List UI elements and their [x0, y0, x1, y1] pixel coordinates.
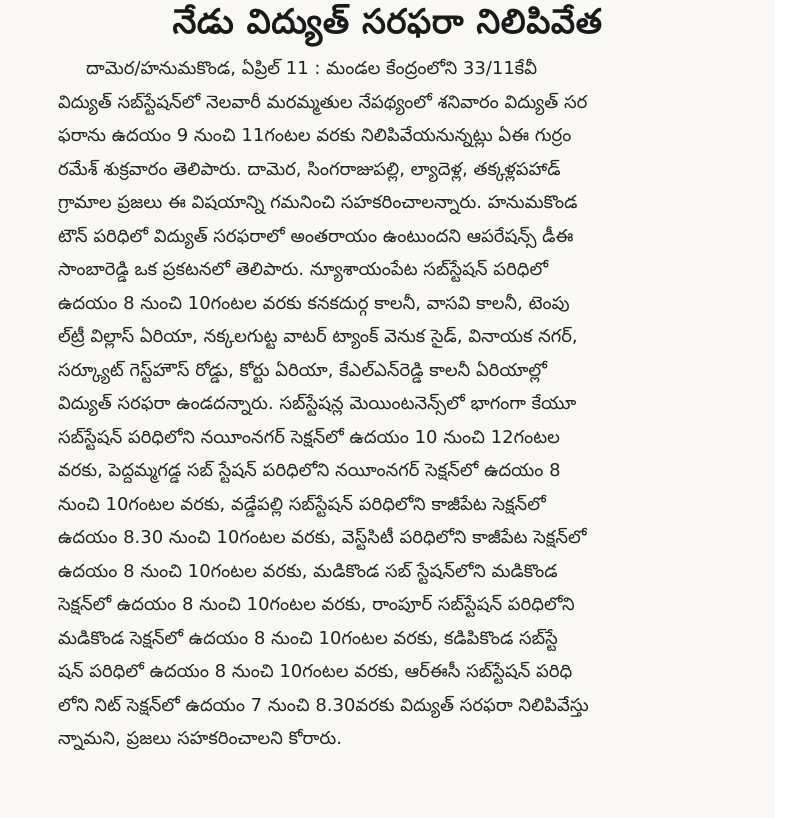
article-line: టౌన్‌ పరిధిలో విద్యుత్‌ సరఫరాలో అంతరాయం ఉంటుందని ఆపరేషన్స్‌ డీఈ: [58, 225, 574, 247]
article-line: వరకు, పెద్దమ్మగడ్డ సబ్‌ స్టేషన్‌ పరిధిలోని నయీంనగర్‌ సెక్షన్‌లో ఉదయం 8: [58, 460, 561, 481]
article-line: లోని నిట్‌ సెక్షన్‌లో ఉదయం 7 నుంచి 8.30వరకు విద్యుత్‌ సరఫరా నిలిపివేస్తు: [58, 694, 589, 716]
article-line: షన్‌ పరిధిలో ఉదయం 8 నుంచి 10గంటల వరకు, ఆర్‌ఈసీ సబ్‌స్టేషన్‌ పరిధి: [58, 661, 573, 682]
article-line: మడికొండ సెక్షన్‌లో ఉదయం 8 నుంచి 10గంటల వరకు, కడిపికొండ సబ్‌స్టే: [58, 627, 558, 649]
article-line: సెక్షన్‌లో ఉదయం 8 నుంచి 10గంటల వరకు, రాంపూర్‌ సబ్‌స్టేషన్‌ పరిధిలోని: [58, 594, 575, 615]
article-line: విద్యుత్‌ సరఫరా ఉండదన్నారు. సబ్‌స్టేషన్ల మెయింటనెన్స్‌లో భాగంగా కేయూ: [58, 393, 577, 414]
article-line: గ్రామాల ప్రజలు ఈ విషయాన్ని గమనించి సహకరించాలన్నారు. హనుమకొండ: [58, 192, 578, 213]
article-line: ఉదయం 8 నుంచి 10గంటల వరకు, మడికొండ సబ్‌ స్టేషన్‌లోని మడికొండ: [58, 560, 558, 582]
article-line: ఉదయం 8.30 నుంచి 10గంటల వరకు, వెస్ట్‌సిటీ పరిధిలోని కాజీపేట సెక్షన్‌లో: [58, 527, 587, 548]
article-line: నుంచి 10గంటల వరకు, వడ్డేపల్లి సబ్‌స్టేషన్‌ పరిధిలోని కాజీపేట సెక్షన్‌లో: [58, 493, 546, 515]
article-line: ఉదయం 8 నుంచి 10గంటల వరకు కనకదుర్గ కాలనీ, వాసవి కాలనీ, టెంపు: [58, 292, 570, 314]
article-body: [58, 52, 758, 756]
article-line: సర్క్యూట్‌ గెస్ట్‌హౌస్‌ రోడ్డు, కోర్టు ఏరియా, కేఎల్‌ఎన్‌రెడ్డి కాలనీ ఏరియాల్లో: [58, 359, 547, 381]
article-line: సబ్‌స్టేషన్‌ పరిధిలోని నయీంనగర్‌ సెక్షన్‌లో ఉదయం 10 నుంచి 12గంటల: [58, 426, 560, 448]
article-line: న్నామని, ప్రజలు సహకరించాలని కోరారు.: [58, 728, 342, 749]
article-line: దామెర/హనుమకొండ, ఏప్రిల్‌ 11 : మండల కేంద్రంలోని 33/11కేవీ: [86, 58, 537, 79]
article-line: సాంబారెడ్డి ఒక ప్రకటనలో తెలిపారు. న్యూశాయంపేట సబ్‌స్టేషన్‌ పరిధిలో: [58, 259, 548, 280]
headline: నేడు విద్యుత్‌ సరఫరా నిలిపివేత: [172, 2, 603, 42]
article-line: రమేశ్‌ శుక్రవారం తెలిపారు. దామెర, సింగరాజుపల్లి, ల్యాదెళ్ల, తక్కళ్లపహాడ్‌: [58, 158, 561, 180]
article-line: ఫరాను ఉదయం 9 నుంచి 11గంటల వరకు నిలిపివేయనున్నట్లు ఏఈ గుర్రం: [58, 125, 572, 146]
article-line: ల్‌ట్రీ విల్లాస్‌ ఏరియా, నక్కలగుట్ట వాటర్‌ ట్యాంక్‌ వెనుక సైడ్‌, వినాయక నగర్‌,: [58, 326, 578, 347]
article-line: విద్యుత్‌ సబ్‌స్టేషన్‌లో నెలవారీ మరమ్మతుల నేపథ్యంలో శనివారం విద్యుత్‌ సర: [58, 91, 588, 113]
page-margin: [775, 0, 800, 818]
